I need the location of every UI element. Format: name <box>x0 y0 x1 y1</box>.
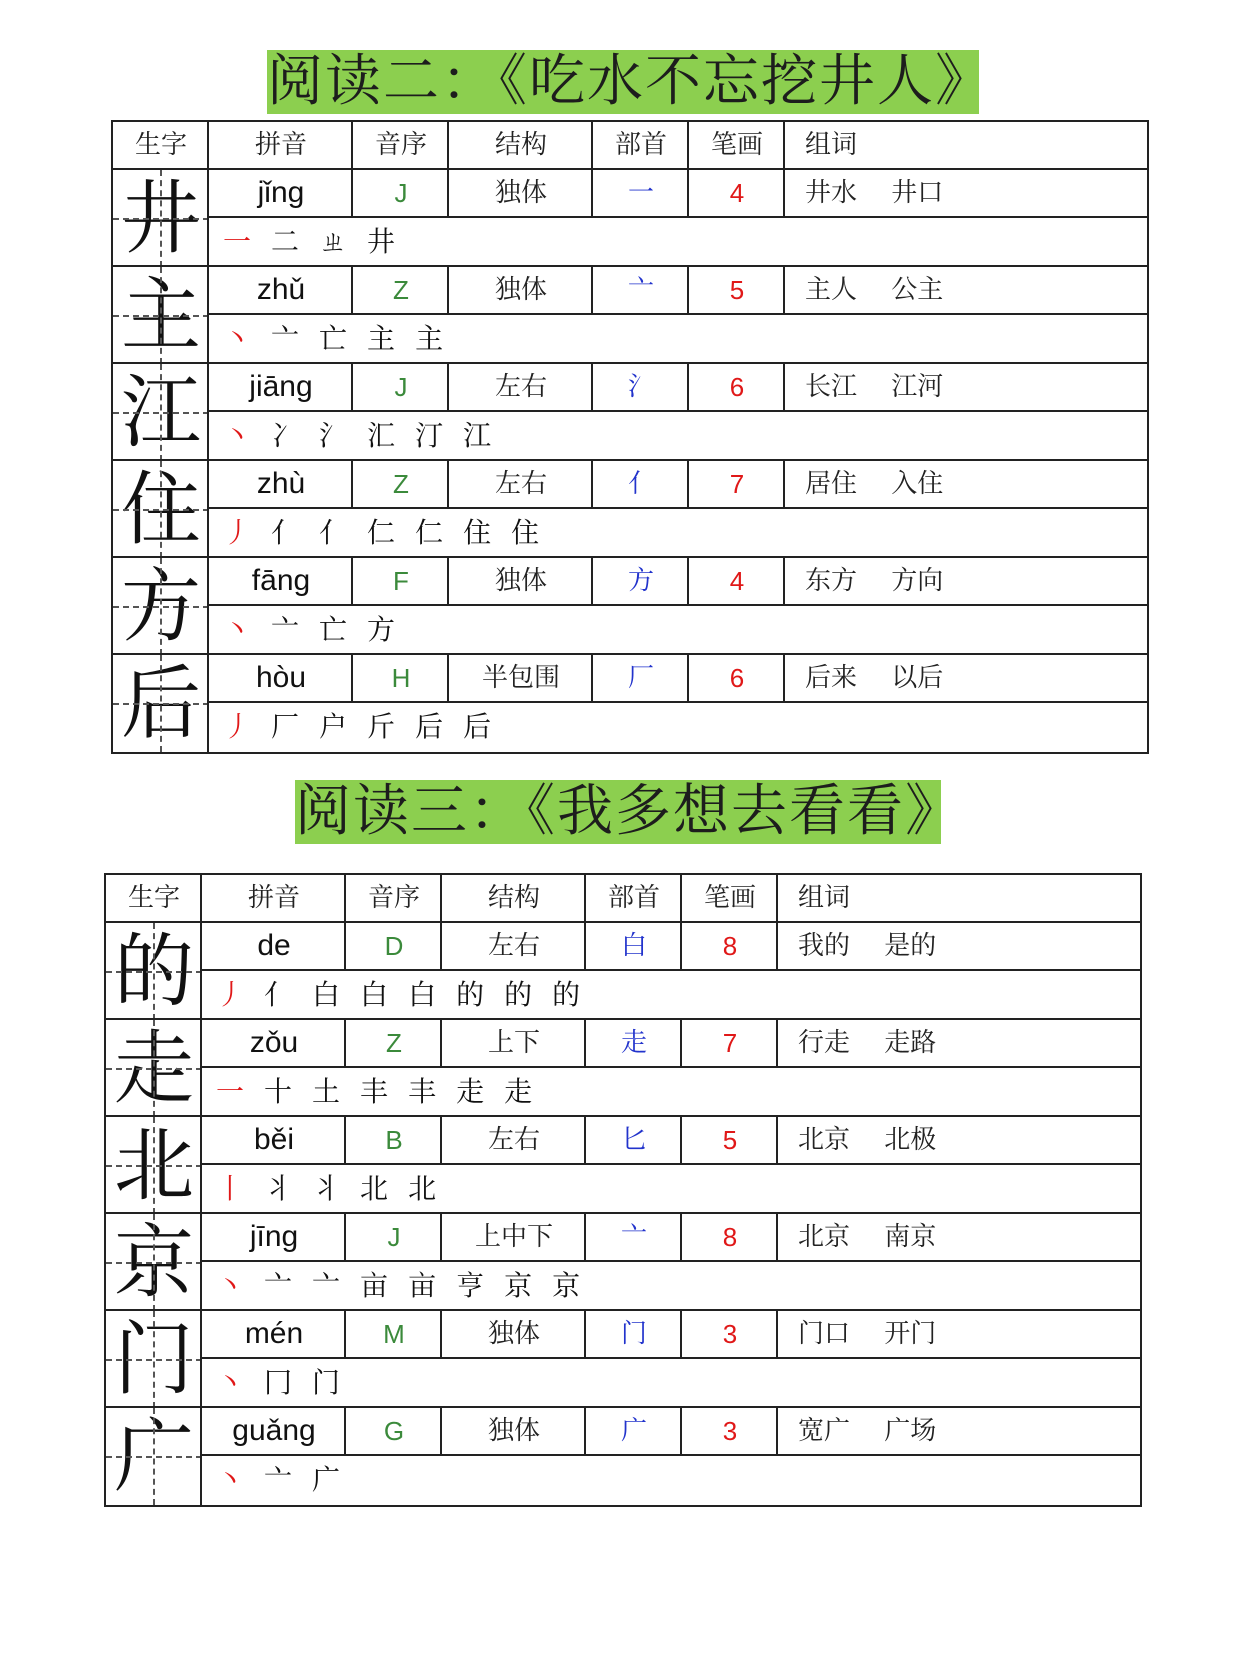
stroke-step: 丨 <box>216 1172 245 1205</box>
column-divider <box>591 170 593 218</box>
table-header <box>113 122 1147 170</box>
column-divider <box>783 364 785 412</box>
word-group-cell: 东方 方向 <box>805 566 944 596</box>
column-divider <box>351 655 353 703</box>
column-divider <box>591 267 593 315</box>
column-divider <box>344 923 346 971</box>
table-row <box>106 923 1140 1020</box>
stroke-step: 冫 <box>271 419 300 452</box>
column-divider <box>344 1311 346 1359</box>
char-info-row <box>209 461 1147 509</box>
column-divider <box>783 655 785 703</box>
hanzi-character: 京 <box>114 1216 194 1309</box>
column-divider <box>783 122 785 170</box>
stroke-step: 的 <box>456 978 485 1011</box>
column-divider <box>584 1214 586 1262</box>
column-divider <box>440 1020 442 1068</box>
column-divider <box>447 558 449 606</box>
column-divider <box>680 875 682 923</box>
structure-cell: 半包围 <box>481 663 560 693</box>
column-divider <box>344 1117 346 1165</box>
column-divider <box>344 1020 346 1068</box>
structure-cell: 左右 <box>494 372 547 402</box>
hanzi-character: 后 <box>121 657 201 750</box>
word-group-cell: 北京 南京 <box>798 1222 937 1252</box>
column-divider <box>776 1214 778 1262</box>
pinyin-cell: fāng <box>251 564 311 597</box>
header-structure: 结构 <box>494 130 547 160</box>
hanzi-character: 广 <box>114 1410 194 1503</box>
tianzige-guide-vertical <box>153 1117 155 1214</box>
initial-letter-cell: J <box>394 372 408 402</box>
radical-cell: 匕 <box>620 1125 647 1155</box>
initial-letter-cell: G <box>383 1416 405 1446</box>
header-strokes: 笔画 <box>703 883 756 913</box>
stroke-step: 住 <box>511 516 540 549</box>
pinyin-cell: jǐng <box>257 176 305 209</box>
stroke-step: 丬 <box>264 1172 293 1205</box>
stroke-step: 丰 <box>360 1075 389 1108</box>
stroke-step: 亠 <box>264 1269 293 1302</box>
stroke-step: 后 <box>415 710 444 743</box>
word-group-cell: 长江 江河 <box>805 372 944 402</box>
initial-letter-cell: Z <box>393 275 409 305</box>
tianzige-guide-vertical <box>153 1408 155 1505</box>
stroke-step: 住 <box>463 516 492 549</box>
tianzige-guide-vertical <box>153 1020 155 1117</box>
char-info-row <box>202 1311 1140 1359</box>
stroke-step: 十 <box>264 1075 293 1108</box>
stroke-step: 京 <box>552 1269 581 1302</box>
hanzi-character: 住 <box>121 463 201 556</box>
stroke-step: 后 <box>463 710 492 743</box>
word-group-cell: 门口 开门 <box>798 1319 937 1349</box>
column-divider <box>776 1020 778 1068</box>
structure-cell: 上中下 <box>474 1222 553 1252</box>
column-divider <box>351 364 353 412</box>
stroke-order-row <box>209 703 1147 750</box>
stroke-count-cell: 6 <box>729 663 745 693</box>
column-divider <box>783 267 785 315</box>
pinyin-cell: jiāng <box>249 370 313 403</box>
char-info-row <box>202 1214 1140 1262</box>
stroke-step: ㄓ <box>319 225 348 258</box>
stroke-step: 丶 <box>223 613 252 646</box>
pinyin-cell: jīng <box>249 1220 299 1253</box>
initial-letter-cell: J <box>387 1222 401 1252</box>
stroke-step: 丿 <box>223 710 252 743</box>
column-divider <box>584 1117 586 1165</box>
stroke-step: 白 <box>408 978 437 1011</box>
word-group-cell: 主人 公主 <box>805 275 944 305</box>
column-divider <box>687 267 689 315</box>
character-table <box>104 873 1142 1507</box>
header-pinyin: 拼音 <box>247 883 300 913</box>
word-group-cell: 行走 走路 <box>798 1028 937 1058</box>
structure-cell: 左右 <box>487 931 540 961</box>
stroke-count-cell: 7 <box>722 1028 738 1058</box>
column-divider <box>783 170 785 218</box>
stroke-order-row <box>209 315 1147 362</box>
section-title: 阅读三：《我多想去看看》 <box>295 779 963 844</box>
header-radical: 部首 <box>614 130 667 160</box>
radical-cell: 亻 <box>627 469 654 499</box>
hanzi-character: 北 <box>114 1119 194 1212</box>
char-info-row <box>209 364 1147 412</box>
column-divider <box>680 1311 682 1359</box>
pinyin-cell: mén <box>244 1317 304 1350</box>
stroke-step: 的 <box>552 978 581 1011</box>
char-info-row <box>209 170 1147 218</box>
stroke-count-cell: 4 <box>729 178 745 208</box>
stroke-step: 汀 <box>415 419 444 452</box>
hanzi-character: 江 <box>121 366 201 459</box>
column-divider <box>584 1020 586 1068</box>
radical-cell: 厂 <box>627 663 654 693</box>
column-divider <box>351 122 353 170</box>
stroke-count-cell: 8 <box>722 1222 738 1252</box>
hanzi-character: 走 <box>114 1022 194 1115</box>
stroke-step: 白 <box>312 978 341 1011</box>
header-structure: 结构 <box>487 883 540 913</box>
stroke-count-cell: 5 <box>729 275 745 305</box>
radical-cell: 门 <box>620 1319 647 1349</box>
word-group-cell: 井水 井口 <box>805 178 944 208</box>
stroke-order-row <box>202 971 1140 1018</box>
stroke-step: 亠 <box>271 613 300 646</box>
stroke-step: 亡 <box>319 613 348 646</box>
header-words: 组词 <box>805 130 858 160</box>
column-divider <box>440 1117 442 1165</box>
column-divider <box>776 1408 778 1456</box>
stroke-step: 土 <box>312 1075 341 1108</box>
initial-letter-cell: F <box>393 566 409 596</box>
pinyin-cell: de <box>257 929 291 962</box>
radical-cell: 亠 <box>627 275 654 305</box>
column-divider <box>776 1117 778 1165</box>
stroke-step: 广 <box>312 1463 341 1496</box>
initial-letter-cell: Z <box>393 469 409 499</box>
hanzi-character: 主 <box>121 269 201 362</box>
column-divider <box>687 655 689 703</box>
stroke-step: 白 <box>360 978 389 1011</box>
column-divider <box>440 923 442 971</box>
stroke-count-cell: 5 <box>722 1125 738 1155</box>
column-divider <box>680 1117 682 1165</box>
pinyin-cell: zǒu <box>249 1026 299 1059</box>
word-group-cell: 后来 以后 <box>805 663 944 693</box>
pinyin-cell: zhù <box>256 467 306 500</box>
char-info-row <box>209 267 1147 315</box>
tianzige-guide-vertical <box>160 170 162 267</box>
stroke-step: 门 <box>312 1366 341 1399</box>
table-row <box>106 1020 1140 1117</box>
column-divider <box>447 267 449 315</box>
hanzi-character: 门 <box>114 1313 194 1406</box>
column-divider <box>447 461 449 509</box>
column-divider <box>344 875 346 923</box>
column-divider <box>591 122 593 170</box>
column-divider <box>591 558 593 606</box>
column-divider <box>687 170 689 218</box>
stroke-step: 亡 <box>319 322 348 355</box>
char-info-row <box>202 1408 1140 1456</box>
column-divider <box>344 1408 346 1456</box>
stroke-step: 丶 <box>223 419 252 452</box>
stroke-step: 丬 <box>312 1172 341 1205</box>
char-info-row <box>202 1020 1140 1068</box>
stroke-step: 亻 <box>264 978 293 1011</box>
radical-cell: 走 <box>620 1028 647 1058</box>
stroke-step: 仁 <box>367 516 396 549</box>
stroke-step: 丿 <box>216 978 245 1011</box>
stroke-step: 二 <box>271 225 300 258</box>
structure-cell: 独体 <box>494 275 547 305</box>
table-row <box>106 1408 1140 1505</box>
column-divider <box>783 558 785 606</box>
initial-letter-cell: B <box>385 1125 403 1155</box>
stroke-step: 亠 <box>264 1463 293 1496</box>
tianzige-guide-vertical <box>160 267 162 364</box>
stroke-step: 亩 <box>408 1269 437 1302</box>
stroke-order-row <box>209 412 1147 459</box>
tianzige-guide-vertical <box>160 655 162 752</box>
radical-cell: 一 <box>627 178 654 208</box>
stroke-step: 江 <box>463 419 492 452</box>
radical-cell: 广 <box>620 1416 647 1446</box>
structure-cell: 独体 <box>487 1319 540 1349</box>
structure-cell: 上下 <box>487 1028 540 1058</box>
header-words: 组词 <box>798 883 851 913</box>
column-divider <box>351 558 353 606</box>
stroke-step: 主 <box>415 322 444 355</box>
column-divider <box>351 170 353 218</box>
stroke-step: 主 <box>367 322 396 355</box>
column-divider <box>447 655 449 703</box>
pinyin-cell: zhǔ <box>256 273 306 306</box>
stroke-step: 亠 <box>271 322 300 355</box>
column-divider <box>447 364 449 412</box>
column-divider <box>584 1311 586 1359</box>
char-info-row <box>209 558 1147 606</box>
stroke-order-row <box>202 1359 1140 1406</box>
column-divider <box>783 461 785 509</box>
stroke-step: 丶 <box>216 1366 245 1399</box>
stroke-step: 厂 <box>271 710 300 743</box>
char-info-row <box>209 655 1147 703</box>
table-row <box>113 170 1147 267</box>
initial-letter-cell: M <box>383 1319 405 1349</box>
stroke-count-cell: 4 <box>729 566 745 596</box>
stroke-step: 丶 <box>216 1463 245 1496</box>
stroke-order-row <box>202 1456 1140 1503</box>
column-divider <box>687 558 689 606</box>
structure-cell: 左右 <box>494 469 547 499</box>
header-initial: 音序 <box>374 130 427 160</box>
structure-cell: 独体 <box>494 178 547 208</box>
column-divider <box>207 122 209 752</box>
initial-letter-cell: J <box>394 178 408 208</box>
stroke-step: 亠 <box>312 1269 341 1302</box>
column-divider <box>591 461 593 509</box>
stroke-order-row <box>202 1165 1140 1212</box>
header-pinyin: 拼音 <box>254 130 307 160</box>
column-divider <box>680 923 682 971</box>
column-divider <box>680 1020 682 1068</box>
stroke-step: 北 <box>408 1172 437 1205</box>
table-row <box>113 655 1147 752</box>
initial-letter-cell: D <box>384 931 404 961</box>
column-divider <box>447 170 449 218</box>
column-divider <box>680 1408 682 1456</box>
stroke-step: 北 <box>360 1172 389 1205</box>
stroke-order-row <box>202 1262 1140 1309</box>
pinyin-cell: guǎng <box>232 1414 316 1447</box>
column-divider <box>680 1214 682 1262</box>
stroke-step: 氵 <box>319 419 348 452</box>
structure-cell: 独体 <box>487 1416 540 1446</box>
tianzige-guide-vertical <box>160 461 162 558</box>
table-header <box>106 875 1140 923</box>
char-info-row <box>202 923 1140 971</box>
table-row <box>113 364 1147 461</box>
table-row <box>113 558 1147 655</box>
radical-cell: 方 <box>627 566 654 596</box>
stroke-step: 亻 <box>271 516 300 549</box>
word-group-cell: 北京 北极 <box>798 1125 937 1155</box>
stroke-step: 走 <box>504 1075 533 1108</box>
table-row <box>113 267 1147 364</box>
table-row <box>106 1214 1140 1311</box>
tianzige-guide-vertical <box>153 1214 155 1311</box>
tianzige-guide-vertical <box>153 923 155 1020</box>
stroke-order-row <box>202 1068 1140 1115</box>
column-divider <box>687 461 689 509</box>
header-radical: 部首 <box>607 883 660 913</box>
stroke-step: 冂 <box>264 1366 293 1399</box>
column-divider <box>440 1214 442 1262</box>
column-divider <box>351 461 353 509</box>
stroke-step: 亨 <box>456 1269 485 1302</box>
word-group-cell: 居住 入住 <box>805 469 944 499</box>
tianzige-guide-vertical <box>153 1311 155 1408</box>
stroke-count-cell: 3 <box>722 1319 738 1349</box>
initial-letter-cell: H <box>391 663 411 693</box>
stroke-count-cell: 7 <box>729 469 745 499</box>
stroke-step: 丰 <box>408 1075 437 1108</box>
stroke-order-row <box>209 509 1147 556</box>
stroke-step: 仁 <box>415 516 444 549</box>
stroke-count-cell: 6 <box>729 372 745 402</box>
column-divider <box>200 875 202 1505</box>
stroke-order-row <box>209 218 1147 265</box>
word-group-cell: 宽广 广场 <box>798 1416 937 1446</box>
column-divider <box>776 875 778 923</box>
hanzi-character: 井 <box>121 172 201 265</box>
column-divider <box>584 923 586 971</box>
stroke-order-row <box>209 606 1147 653</box>
column-divider <box>440 1311 442 1359</box>
stroke-step: 户 <box>319 710 348 743</box>
header-initial: 音序 <box>367 883 420 913</box>
header-char: 生字 <box>134 130 187 160</box>
pinyin-cell: hòu <box>255 661 307 694</box>
hanzi-character: 的 <box>114 925 194 1018</box>
initial-letter-cell: Z <box>386 1028 402 1058</box>
stroke-step: 汇 <box>367 419 396 452</box>
column-divider <box>687 122 689 170</box>
word-group-cell: 我的 是的 <box>798 931 937 961</box>
stroke-step: 亩 <box>360 1269 389 1302</box>
table-row <box>106 1311 1140 1408</box>
radical-cell: 白 <box>620 931 647 961</box>
tianzige-guide-vertical <box>160 558 162 655</box>
header-char: 生字 <box>127 883 180 913</box>
radical-cell: 亠 <box>620 1222 647 1252</box>
structure-cell: 独体 <box>494 566 547 596</box>
column-divider <box>591 655 593 703</box>
stroke-step: 亻 <box>319 516 348 549</box>
stroke-step: 丶 <box>223 322 252 355</box>
stroke-step: 斤 <box>367 710 396 743</box>
stroke-step: 丶 <box>216 1269 245 1302</box>
stroke-count-cell: 8 <box>722 931 738 961</box>
column-divider <box>776 1311 778 1359</box>
stroke-step: 方 <box>367 613 396 646</box>
column-divider <box>584 875 586 923</box>
column-divider <box>440 875 442 923</box>
column-divider <box>351 267 353 315</box>
stroke-step: 走 <box>456 1075 485 1108</box>
column-divider <box>591 364 593 412</box>
column-divider <box>344 1214 346 1262</box>
column-divider <box>687 364 689 412</box>
stroke-step: 一 <box>216 1075 245 1108</box>
column-divider <box>584 1408 586 1456</box>
structure-cell: 左右 <box>487 1125 540 1155</box>
char-info-row <box>202 1117 1140 1165</box>
stroke-step: 的 <box>504 978 533 1011</box>
table-row <box>106 1117 1140 1214</box>
header-strokes: 笔画 <box>710 130 763 160</box>
section-title: 阅读二：《吃水不忘挖井人》 <box>267 49 993 114</box>
character-table <box>111 120 1149 754</box>
table-row <box>113 461 1147 558</box>
pinyin-cell: běi <box>253 1123 295 1156</box>
stroke-count-cell: 3 <box>722 1416 738 1446</box>
column-divider <box>447 122 449 170</box>
hanzi-character: 方 <box>121 560 201 653</box>
stroke-step: 一 <box>223 225 252 258</box>
stroke-step: 井 <box>367 225 396 258</box>
column-divider <box>776 923 778 971</box>
stroke-step: 京 <box>504 1269 533 1302</box>
stroke-step: 丿 <box>223 516 252 549</box>
tianzige-guide-vertical <box>160 364 162 461</box>
column-divider <box>440 1408 442 1456</box>
radical-cell: 氵 <box>627 372 654 402</box>
